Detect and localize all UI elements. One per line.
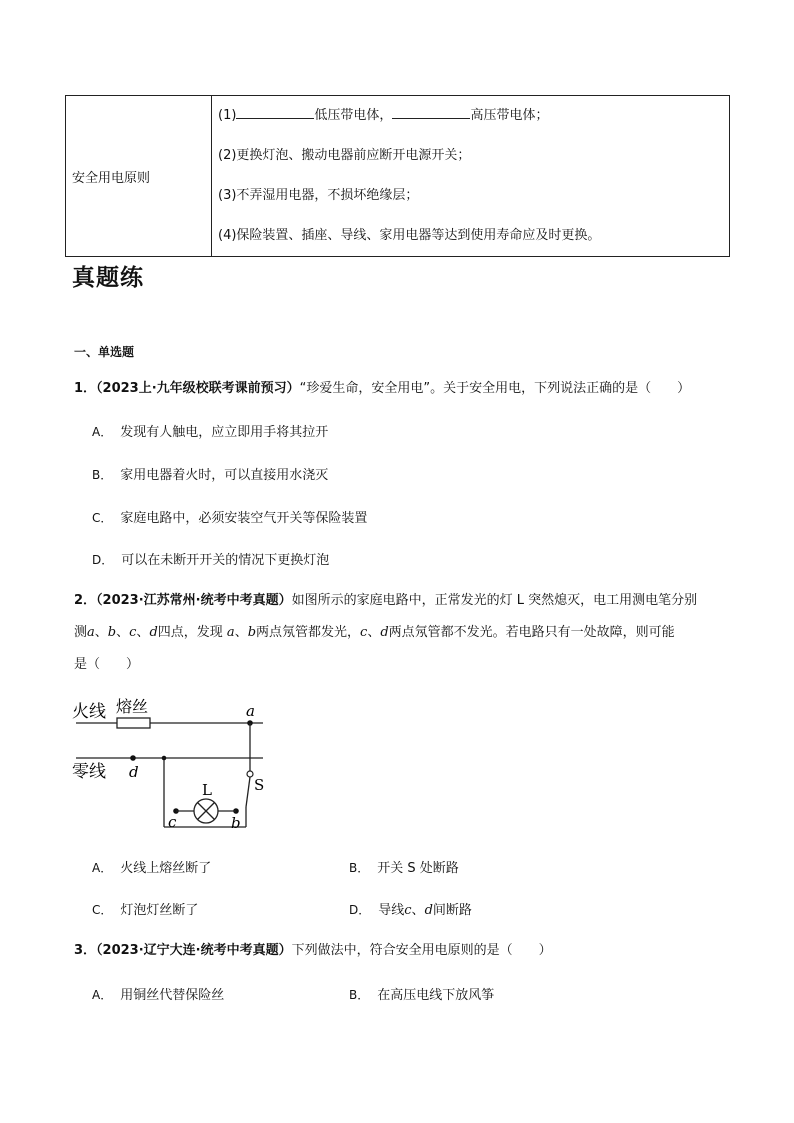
question-1-stem [74, 379, 690, 399]
circuit-diagram [70, 695, 280, 835]
point-b: b [247, 625, 257, 640]
question-2-option-b[interactable] [349, 857, 459, 876]
separator: 、 [411, 903, 425, 918]
point-c: c [129, 625, 137, 640]
question-2-source: （2023·江苏常州·统考中考真题） [96, 593, 292, 608]
rule-item-4: (4)保险装置、插座、导线、家用电器等达到使用寿命应及时更换。 [218, 228, 601, 243]
question-3-source: （2023·辽宁大连·统考中考真题） [96, 943, 292, 958]
separator: 、 [367, 625, 381, 640]
question-1-option-d[interactable] [92, 549, 329, 568]
node-c-label: c [168, 813, 177, 831]
rules-title: 安全用电原则 [72, 170, 151, 186]
fuse-label: 熔丝 [116, 697, 149, 716]
switch-contact [247, 771, 253, 777]
separator: 、 [234, 625, 248, 640]
question-2-option-d[interactable] [349, 899, 472, 918]
option-text: 可以在未断开开关的情况下更换灯泡 [121, 553, 330, 568]
point-d: d [380, 625, 389, 640]
option-letter: A． [92, 861, 113, 875]
switch-label: S [254, 776, 265, 794]
lamp-label: L [202, 781, 212, 799]
answer-blank-1[interactable] [236, 106, 314, 119]
question-2-line-2 [74, 623, 734, 643]
question-2-text-1: 如图所示的家庭电路中，正常发光的灯 L 突然熄灭，电工用测电笔分别 [291, 593, 698, 608]
option-letter: C． [92, 903, 113, 917]
neutral-wire-label: 零线 [72, 762, 106, 782]
node-d-dot [130, 755, 136, 761]
option-text: 家用电器着火时，可以直接用水浇灭 [120, 468, 329, 483]
stem-text: 两点氖管都不发光。若电路只有一处故障，则可能 [388, 625, 675, 640]
question-2-line-1 [74, 591, 734, 611]
option-letter: A． [92, 988, 113, 1002]
node-d-label: d [129, 763, 139, 781]
separator: 、 [116, 625, 130, 640]
question-1-number: 1． [74, 381, 97, 396]
question-2-option-c[interactable] [92, 899, 198, 918]
point-a: a [226, 625, 235, 640]
junction-dot [162, 756, 167, 761]
lamp-icon [194, 799, 218, 823]
option-text: 在高压电线下放风筝 [377, 988, 495, 1003]
live-wire-label: 火线 [72, 702, 106, 722]
option-letter: C． [92, 511, 113, 525]
rule-1-prefix: (1) [218, 108, 237, 123]
option-text: 用铜丝代替保险丝 [120, 988, 225, 1003]
option-letter: B． [349, 988, 370, 1002]
stem-text: 测 [74, 625, 88, 640]
fuse [117, 718, 150, 728]
rules-title-cell [66, 96, 212, 257]
question-2-line-3: 是（ ） [74, 657, 140, 672]
option-var-d: d [424, 903, 433, 918]
option-letter: D． [349, 903, 371, 917]
option-text: 灯泡灯丝断了 [120, 903, 199, 918]
stem-text: 四点，发现 [157, 625, 223, 640]
option-text: 导线 [378, 903, 405, 918]
question-1-text: “珍爱生命，安全用电”。关于安全用电，下列说法正确的是（ ） [299, 381, 691, 396]
rules-items-cell [212, 96, 730, 257]
answer-blank-2[interactable] [392, 106, 470, 119]
question-2-stem [74, 591, 734, 675]
question-1-option-a[interactable] [92, 421, 328, 440]
point-d: d [149, 625, 158, 640]
option-var-c: c [404, 903, 412, 918]
option-letter: B． [349, 861, 370, 875]
rule-1-mid: 低压带电体， [314, 108, 393, 123]
question-category: 一、单选题 [74, 345, 135, 359]
option-letter: A． [92, 425, 113, 439]
question-3-number: 3． [74, 943, 97, 958]
question-2-option-a[interactable] [92, 857, 211, 876]
question-3-stem [74, 941, 552, 961]
point-b: b [107, 625, 117, 640]
stem-text: 两点氖管都发光， [256, 625, 361, 640]
point-a: a [87, 625, 95, 640]
separator: 、 [94, 625, 108, 640]
question-1-option-b[interactable] [92, 464, 328, 483]
option-text: 火线上熔丝断了 [120, 861, 212, 876]
switch-blade [246, 777, 250, 807]
section-title: 真题练 [72, 264, 144, 291]
question-1-source: （2023上·九年级校联考课前预习） [96, 381, 300, 396]
option-text: 间断路 [432, 903, 472, 918]
option-letter: B． [92, 468, 113, 482]
rule-item-2: (2)更换灯泡、搬动电器前应断开电源开关； [218, 148, 471, 163]
separator: 、 [136, 625, 150, 640]
node-a-label: a [246, 702, 255, 720]
safety-rules-table [65, 95, 730, 257]
point-c: c [360, 625, 368, 640]
option-letter: D． [92, 553, 114, 567]
rule-item-1 [218, 96, 729, 136]
question-3-option-a[interactable] [92, 984, 224, 1003]
node-b-label: b [231, 814, 241, 832]
question-3-option-b[interactable] [349, 984, 494, 1003]
question-3-text: 下列做法中，符合安全用电原则的是（ ） [291, 943, 552, 958]
option-text: 发现有人触电，应立即用手将其拉开 [120, 425, 329, 440]
option-text: 开关 S 处断路 [377, 861, 459, 876]
rule-item-3: (3)不弄湿用电器，不损坏绝缘层； [218, 188, 419, 203]
rule-1-end: 高压带电体； [470, 108, 549, 123]
question-2-number: 2． [74, 593, 97, 608]
option-text: 家庭电路中，必须安装空气开关等保险装置 [120, 511, 368, 526]
question-1-option-c[interactable] [92, 507, 367, 526]
